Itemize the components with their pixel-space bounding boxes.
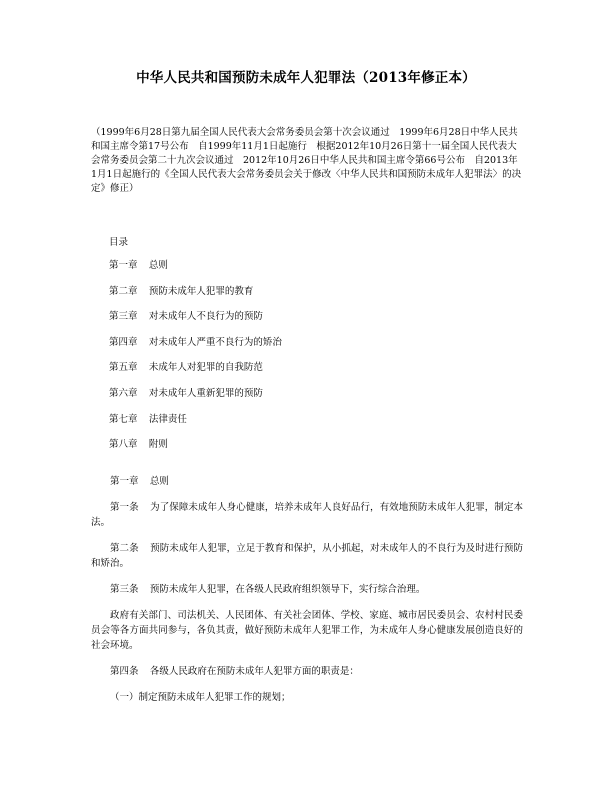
article-2 <box>91 541 523 571</box>
toc-item-number: 第六章 <box>109 387 138 399</box>
chapter-heading <box>91 474 523 489</box>
page-title: 中华人民共和国预防未成年人犯罪法（2013年修正本） <box>136 70 476 86</box>
toc-item-number: 第三章 <box>109 311 138 323</box>
article-text: 预防未成年人犯罪，立足于教育和保护，从小抓起，对未成年人的不良行为及时进行预防和矫治。 <box>91 543 523 569</box>
article-number: 第三条 <box>110 584 139 595</box>
toc-item <box>109 336 282 362</box>
toc-item-number: 第四章 <box>109 336 138 348</box>
article-text: 为了保障未成年人身心健康，培养未成年人良好品行，有效地预防未成年人犯罪，制定本法。 <box>91 502 523 528</box>
toc-item-title: 附则 <box>148 439 168 451</box>
toc-item-title: 未成年人对犯罪的自我防范 <box>148 362 263 374</box>
toc-item <box>109 310 282 336</box>
article-3 <box>91 582 523 597</box>
article-1 <box>91 500 523 530</box>
document-body <box>91 474 523 705</box>
toc-item-title: 预防未成年人犯罪的教育 <box>148 285 254 297</box>
toc-item-number: 第八章 <box>109 439 138 451</box>
toc-item <box>109 413 282 439</box>
toc-item <box>109 361 282 387</box>
toc-item-title: 对未成年人严重不良行为的矫治 <box>148 336 282 348</box>
toc-item-number: 第五章 <box>109 362 138 374</box>
toc-item-title: 对未成年人不良行为的预防 <box>148 311 263 323</box>
table-of-contents <box>109 259 282 464</box>
article-text: 预防未成年人犯罪，在各级人民政府组织领导下，实行综合治理。 <box>149 584 426 595</box>
enactment-note: （1999年6月28日第九届全国人民代表大会常务委员会第十次会议通过 1999年6月28日中华人民共和国主席令第17号公布 自1999年11月1日起施行 根据2012年10月26日第十一届全国人民代表大会常务委员会第二十九次会议通过 2012年10月26日中华人民共和国主席令第66号公布 自2013年1月1日起施行的《全国人民代表大会常务委员会关于修改〈中华人民共和国预防未成年人犯罪法〉的决定》修正） <box>91 127 522 194</box>
chapter-title: 总则 <box>149 476 169 487</box>
article-text: 各级人民政府在预防未成年人犯罪方面的职责是： <box>149 666 359 677</box>
article-number: 第四条 <box>110 666 139 677</box>
toc-item-title: 对未成年人重新犯罪的预防 <box>148 387 263 399</box>
toc-item-number: 第二章 <box>109 285 138 297</box>
toc-item-title: 法律责任 <box>148 413 187 425</box>
toc-item <box>109 387 282 413</box>
toc-item-number: 第一章 <box>109 260 138 271</box>
article-number: 第一条 <box>110 502 139 513</box>
toc-item-title: 总则 <box>148 260 168 271</box>
article-3-paragraph-2: 政府有关部门、司法机关、人民团体、有关社会团体、学校、家庭、城市居民委员会、农村村民委员会等各方面共同参与，各负其责，做好预防未成年人犯罪工作，为未成年人身心健康发展创造良好的社会环境。 <box>91 610 523 651</box>
article-number: 第二条 <box>110 543 139 554</box>
toc-heading: 目录 <box>109 237 129 248</box>
toc-item <box>109 285 282 311</box>
toc-item-number: 第七章 <box>109 413 138 425</box>
article-4-item-1: （一）制定预防未成年人犯罪工作的规划； <box>110 692 291 703</box>
chapter-number: 第一章 <box>110 476 139 487</box>
article-4 <box>91 664 523 679</box>
toc-item <box>109 438 282 464</box>
toc-item <box>109 259 282 285</box>
